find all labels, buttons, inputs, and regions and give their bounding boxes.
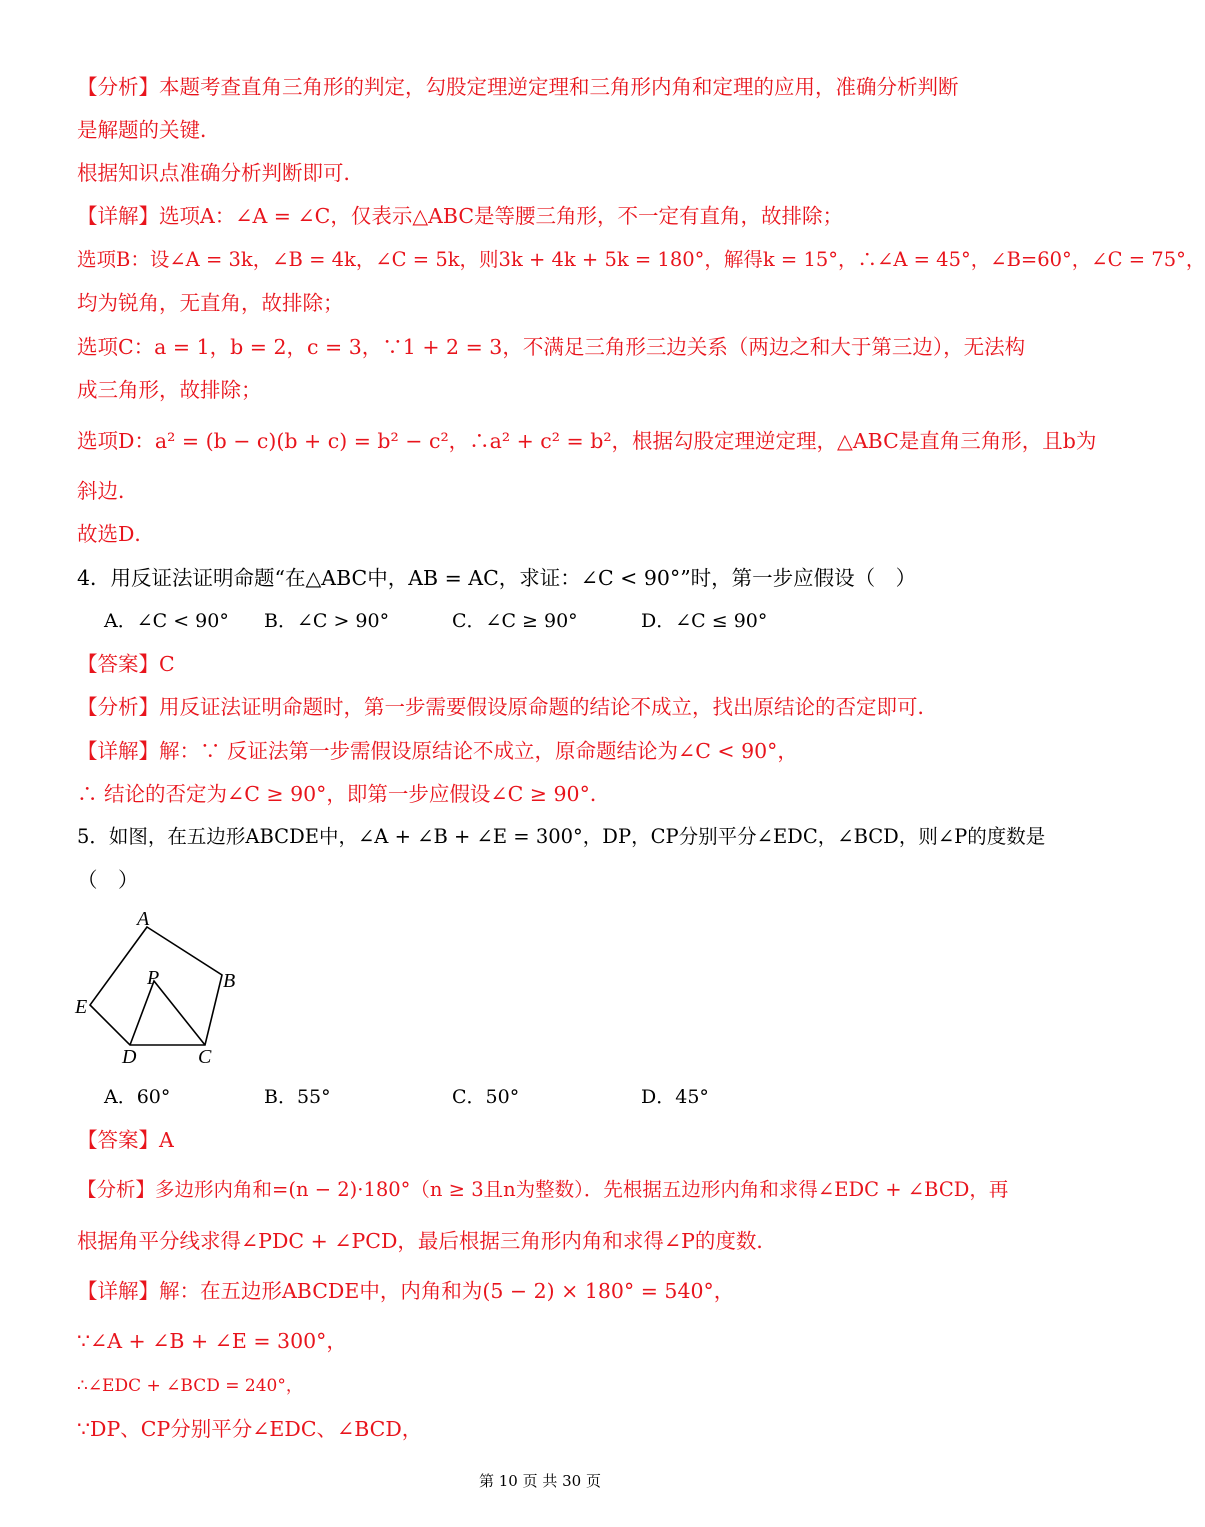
- label-a: A: [137, 908, 150, 930]
- q5-option-c: C．50°: [452, 1086, 520, 1108]
- label-b: B: [223, 970, 236, 992]
- q5-analysis-2: 根据角平分线求得∠PDC + ∠PCD，最后根据三角形内角和求得∠P的度数．: [77, 1229, 777, 1253]
- q4-options: [104, 608, 864, 634]
- answer-choice-d: 故选D．: [77, 522, 155, 546]
- q4-option-a: A．∠C < 90°: [104, 610, 229, 632]
- detail-option-d: 选项D：a² = (b − c)(b + c) = b² − c²，∴a² + c² = b²，根据勾股定理逆定理，△ABC是直角三角形，且b为: [77, 429, 1097, 453]
- detail-option-d-cont: 斜边．: [77, 479, 139, 503]
- analysis-line-1: 【分析】本题考查直角三角形的判定，勾股定理逆定理和三角形内角和定理的应用，准确分析判断: [77, 75, 959, 99]
- question-5-bracket: （ ）: [77, 868, 139, 892]
- label-c: C: [198, 1046, 212, 1068]
- q5-option-a: A．60°: [104, 1086, 171, 1108]
- q5-option-d: D．45°: [641, 1086, 709, 1108]
- detail-option-b-cont: 均为锐角，无直角，故排除；: [77, 291, 344, 315]
- q5-option-b: B．55°: [264, 1086, 331, 1108]
- analysis-line-3: 根据知识点准确分析判断即可．: [77, 161, 364, 185]
- q5-analysis-1: 【分析】多边形内角和=(n − 2)·180°（n ≥ 3且n为整数）．先根据五边形内角和求得∠EDC + ∠BCD，再: [77, 1178, 1009, 1201]
- q5-options: [104, 1084, 864, 1110]
- label-d: D: [122, 1046, 137, 1068]
- q4-option-d: D．∠C ≤ 90°: [641, 610, 768, 632]
- q4-option-b: B．∠C > 90°: [264, 610, 390, 632]
- q4-analysis: 【分析】用反证法证明命题时，第一步需要假设原命题的结论不成立，找出原结论的否定即可．: [77, 695, 938, 719]
- page-footer: 第 10 页 共 30 页: [478, 1472, 601, 1490]
- analysis-line-2: 是解题的关键．: [77, 118, 221, 142]
- detail-option-b: 选项B：设∠A = 3k，∠B = 4k，∠C = 5k，则3k + 4k + 5k = 180°，解得k = 15°，∴∠A = 45°，∠B=60°，∠C = 75°，: [77, 248, 1205, 271]
- q5-answer: 【答案】A: [77, 1128, 174, 1152]
- detail-option-a: 【详解】选项A：∠A = ∠C，仅表示△ABC是等腰三角形，不一定有直角，故排除；: [77, 204, 844, 228]
- q4-answer: 【答案】C: [77, 652, 175, 676]
- q4-detail-2: ∴ 结论的否定为∠C ≥ 90°，即第一步应假设∠C ≥ 90°．: [77, 782, 611, 806]
- pentagon-figure: [72, 905, 252, 1075]
- label-p: P: [147, 967, 160, 989]
- q5-detail-2: ∵∠A + ∠B + ∠E = 300°，: [77, 1329, 347, 1353]
- bisector-lines: [130, 981, 205, 1045]
- question-5: 5．如图，在五边形ABCDE中，∠A + ∠B + ∠E = 300°，DP，CP分别平分∠EDC，∠BCD，则∠P的度数是: [77, 825, 1046, 848]
- question-4: 4．用反证法证明命题“在△ABC中，AB = AC，求证：∠C < 90°”时，第一步应假设（ ）: [77, 566, 917, 590]
- q5-detail-4: ∵DP、CP分别平分∠EDC、∠BCD，: [77, 1417, 423, 1441]
- q4-option-c: C．∠C ≥ 90°: [452, 610, 578, 632]
- detail-option-c-cont: 成三角形，故排除；: [77, 378, 262, 402]
- label-e: E: [75, 996, 88, 1018]
- q5-detail-1: 【详解】解：在五边形ABCDE中，内角和为(5 − 2) × 180° = 540°，: [77, 1279, 735, 1303]
- detail-option-c: 选项C：a = 1，b = 2，c = 3，∵1 + 2 = 3，不满足三角形三边关系（两边之和大于第三边），无法构: [77, 335, 1026, 359]
- q4-detail-1: 【详解】解：∵ 反证法第一步需假设原结论不成立，原命题结论为∠C < 90°，: [77, 739, 798, 763]
- q5-detail-3: ∴∠EDC + ∠BCD = 240°，: [77, 1376, 303, 1396]
